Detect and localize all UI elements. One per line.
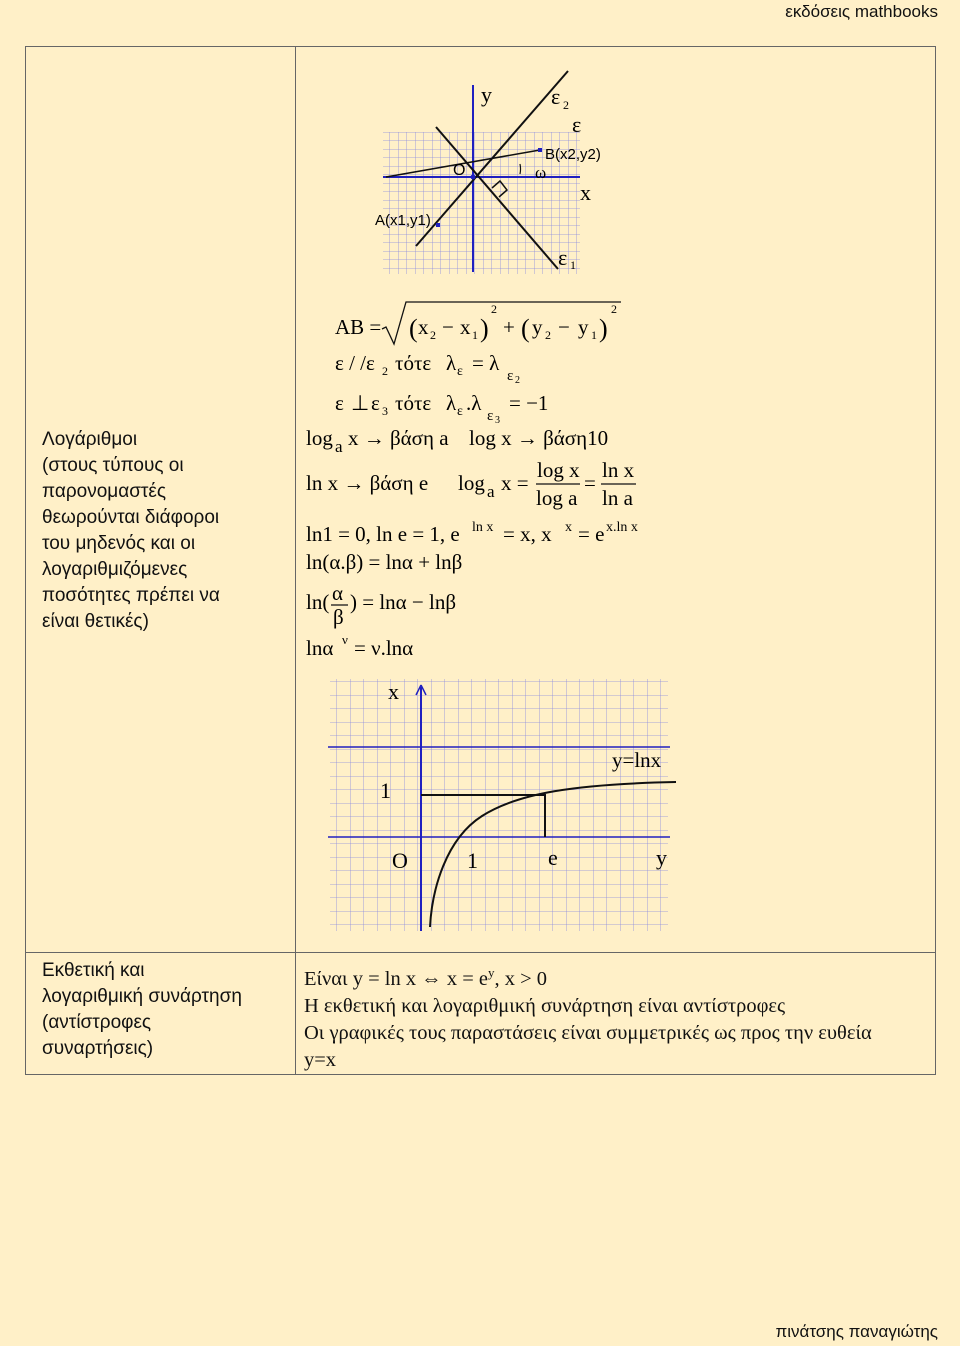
- publisher-header: εκδόσεις mathbooks: [785, 2, 938, 21]
- origin-label: O: [453, 162, 466, 179]
- point-a-dot: [436, 223, 440, 227]
- ln-quot-den: β: [333, 605, 344, 629]
- log-a-x: x → βάση a: [348, 426, 449, 450]
- distance-x2: x: [418, 315, 429, 339]
- logarithms-content-cell: [296, 47, 936, 953]
- formula-table: [25, 46, 936, 1075]
- ln-values-sup: ln x: [472, 520, 494, 535]
- sub: 3: [382, 404, 388, 418]
- inverse-equivalence: [304, 959, 935, 993]
- tick-one-horizontal: 1: [467, 848, 478, 873]
- sub: 2: [430, 328, 436, 342]
- paren: ): [480, 314, 489, 343]
- inverse-statement: Η εκθετική και λογαριθμική συνάρτηση είναι αντίστροφες: [304, 994, 786, 1017]
- perp-symbol: ⊥: [351, 391, 370, 415]
- perp-eps3: ε: [371, 391, 380, 415]
- tick-one-vertical: 1: [380, 778, 391, 803]
- parallel-lambda: λ: [446, 351, 457, 375]
- paren: ): [599, 314, 608, 343]
- change-log: log: [458, 471, 485, 495]
- change-den2: ln a: [602, 486, 633, 510]
- change-num2: ln x: [602, 458, 635, 482]
- distance-lhs: AB =: [335, 315, 382, 339]
- change-eq: =: [584, 471, 596, 495]
- perp-sub-eps3: ε: [487, 408, 494, 424]
- sub: 1: [591, 328, 597, 342]
- label-line: λογαριθμιζόμενες: [42, 559, 188, 580]
- point-b-dot: [538, 148, 542, 152]
- sub: 3: [495, 415, 500, 426]
- change-a-sub: a: [487, 482, 495, 501]
- sup: 2: [611, 302, 617, 316]
- exp-log-row: [26, 953, 936, 1075]
- plus-sign: +: [503, 315, 515, 339]
- horizontal-axis-label: y: [656, 845, 667, 870]
- paren: (: [409, 314, 418, 343]
- author-footer: πινάτσης παναγιώτης: [775, 1322, 938, 1341]
- exp-log-text: [296, 953, 935, 1074]
- label-line: (στους τύπους οι: [42, 455, 184, 476]
- ln-graph: [328, 679, 676, 931]
- angle-label: ω: [535, 163, 547, 182]
- x-axis-label: x: [580, 180, 591, 205]
- logarithms-row: [26, 47, 936, 953]
- change-lhs: x =: [501, 471, 529, 495]
- ln-quot-open: ln(: [306, 590, 330, 614]
- ln-power-sup: ν: [342, 632, 348, 647]
- label-line: συναρτήσεις): [42, 1038, 154, 1059]
- ln-power-rhs: = ν.lnα: [354, 636, 414, 660]
- ln-power-lhs: lnα: [306, 636, 334, 660]
- log-10: log x → βάση10: [469, 426, 609, 450]
- label-line: Λογάριθμοι: [42, 429, 138, 450]
- sub: 1: [472, 328, 478, 342]
- minus-sign: −: [558, 315, 570, 339]
- logarithms-figures: [296, 47, 952, 952]
- paren: (: [521, 314, 530, 343]
- minus-sign: −: [442, 315, 454, 339]
- symmetry-statement: Οι γραφικές τους παραστάσεις είναι συμμετρικές ως προς την ευθεία: [304, 1021, 872, 1044]
- distance-y1: y: [578, 315, 589, 339]
- eps1-subscript: 1: [570, 258, 576, 272]
- label-line: Εκθετική και: [42, 960, 145, 981]
- perp-eq: = −1: [509, 391, 549, 415]
- distance-x1: x: [460, 315, 471, 339]
- vertical-axis-label: x: [388, 679, 399, 704]
- sup: 2: [491, 302, 497, 316]
- exp-log-content-cell: [296, 953, 936, 1075]
- log-a-sub: a: [335, 437, 343, 456]
- eps2-subscript: 2: [563, 98, 569, 112]
- y-axis-label: y: [481, 82, 492, 107]
- label-line: θεωρούνται διάφοροι: [42, 507, 220, 528]
- formulas: [306, 302, 638, 660]
- origin-dot: [471, 175, 476, 180]
- equivalence-cond: , x > 0: [494, 967, 548, 990]
- parallel-eps2: ε: [507, 368, 514, 384]
- perp-dot: .λ: [466, 391, 482, 415]
- log-label: log: [306, 426, 333, 450]
- perp-eps: ε: [335, 391, 344, 415]
- point-b-label: B(x2,y2): [545, 146, 601, 163]
- origin-label: O: [392, 848, 408, 873]
- ln-values: ln1 = 0, ln e = 1, e: [306, 522, 460, 546]
- point-a-label: A(x1,y1): [375, 212, 431, 229]
- eps2-label: ε: [551, 84, 561, 109]
- equivalence-sup: y: [487, 965, 495, 980]
- ln-product: ln(α.β) = lnα + lnβ: [306, 550, 463, 574]
- angle-arc: [520, 164, 521, 174]
- perp-sub-eps: ε: [457, 404, 463, 419]
- label-line: (αντίστροφες: [42, 1012, 152, 1033]
- equivalence-main: Είναι y = ln x ⇔ x = e: [304, 967, 488, 990]
- parallel-then: τότε: [395, 351, 432, 375]
- change-num1: log x: [537, 458, 580, 482]
- sub: 2: [515, 375, 520, 386]
- ln-def: ln x → βάση e: [306, 471, 429, 495]
- label-line: λογαριθμική συνάρτηση: [42, 986, 242, 1007]
- tick-e-label: e: [548, 845, 558, 870]
- ln-values-sup3: x.ln x: [606, 520, 638, 535]
- exp-log-label: [42, 953, 295, 1062]
- exp-log-label-cell: [26, 953, 296, 1075]
- label-line: είναι θετικές): [42, 611, 149, 632]
- label-line: του μηδενός και οι: [42, 533, 196, 554]
- parallel-eps: ε: [457, 364, 463, 379]
- logarithms-label: [42, 47, 295, 635]
- sub: 2: [545, 328, 551, 342]
- logarithms-label-cell: [26, 47, 296, 953]
- change-den1: log a: [536, 486, 578, 510]
- sub: 2: [382, 364, 388, 378]
- label-line: παρονομαστές: [42, 481, 167, 502]
- parallel-eq: = λ: [472, 351, 500, 375]
- perp-then: τότε: [395, 391, 432, 415]
- graph-grid: [330, 679, 668, 931]
- perp-lambda: λ: [446, 391, 457, 415]
- symmetry-line: y=x: [304, 1048, 337, 1071]
- ln-values-sup2: x: [565, 520, 572, 535]
- eps-label: ε: [572, 112, 582, 137]
- label-line: ποσότητες πρέπει να: [42, 585, 220, 606]
- ln-values-end: = e: [578, 522, 605, 546]
- distance-y2: y: [532, 315, 543, 339]
- parallel-text: ε / /ε: [335, 351, 375, 375]
- ln-quot-num: α: [332, 581, 344, 605]
- ln-values-mid: = x, x: [503, 522, 552, 546]
- ln-quot-rest: ) = lnα − lnβ: [350, 590, 457, 614]
- curve-label: y=lnx: [612, 748, 662, 772]
- lines-figure: [375, 71, 601, 274]
- eps1-label: ε: [558, 245, 568, 270]
